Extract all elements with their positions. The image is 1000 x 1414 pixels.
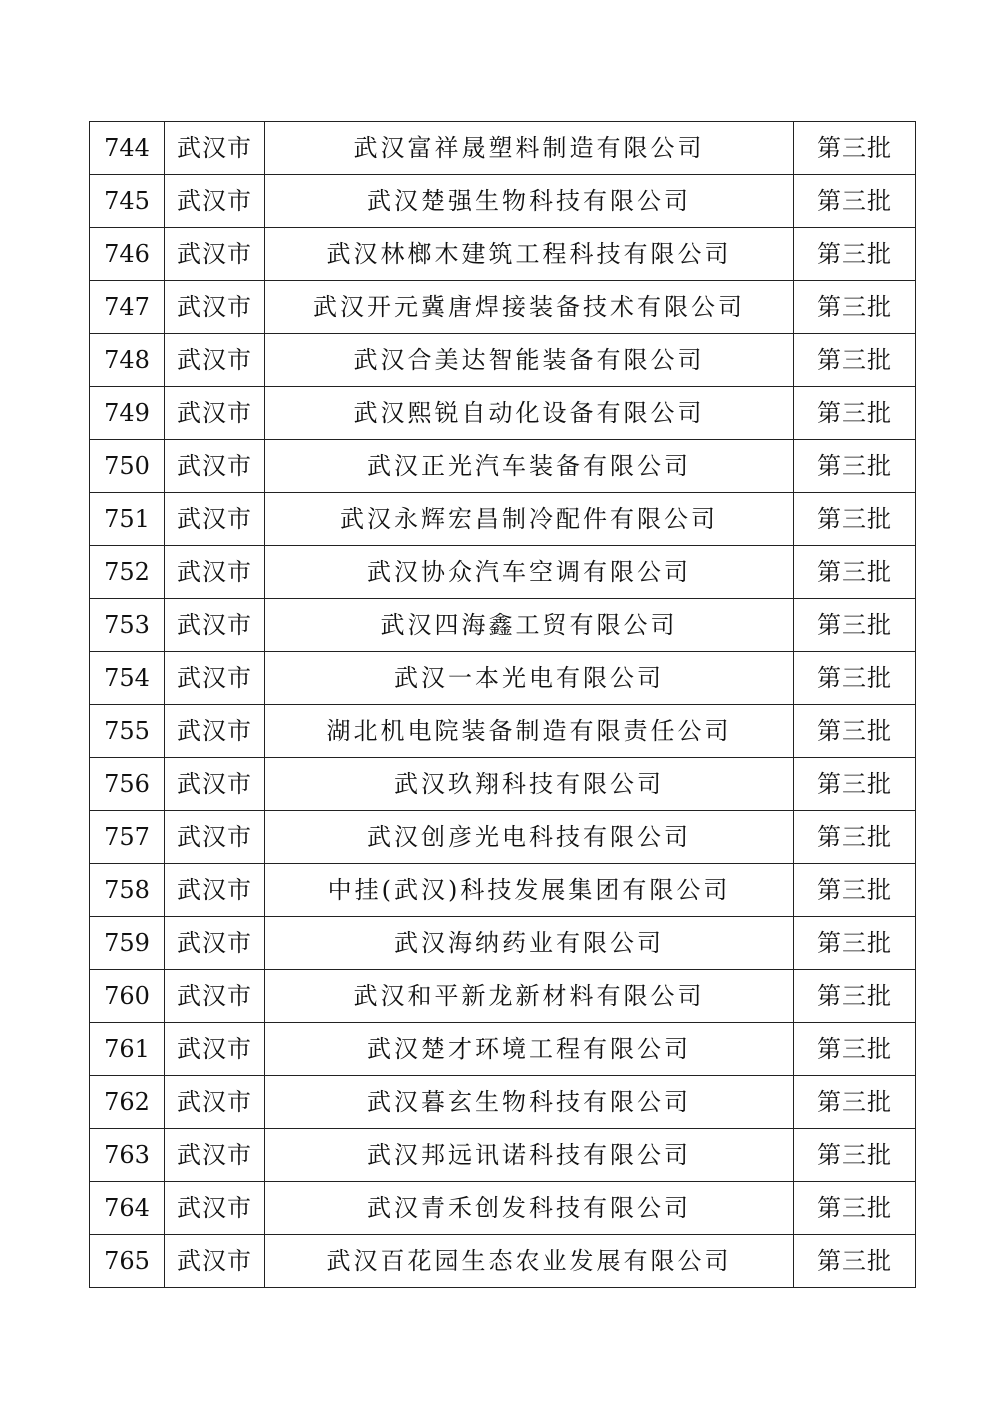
row-city: 武汉市 bbox=[165, 970, 265, 1023]
row-number: 759 bbox=[90, 917, 165, 970]
row-batch: 第三批 bbox=[794, 758, 916, 811]
row-city: 武汉市 bbox=[165, 758, 265, 811]
table-row bbox=[90, 334, 916, 387]
row-batch: 第三批 bbox=[794, 493, 916, 546]
row-number: 747 bbox=[90, 281, 165, 334]
row-company-name: 武汉暮玄生物科技有限公司 bbox=[265, 1076, 794, 1129]
table-row bbox=[90, 970, 916, 1023]
row-batch: 第三批 bbox=[794, 1023, 916, 1076]
row-city: 武汉市 bbox=[165, 652, 265, 705]
row-city: 武汉市 bbox=[165, 599, 265, 652]
row-city: 武汉市 bbox=[165, 1235, 265, 1288]
row-number: 765 bbox=[90, 1235, 165, 1288]
row-company-name: 武汉合美达智能装备有限公司 bbox=[265, 334, 794, 387]
row-batch: 第三批 bbox=[794, 970, 916, 1023]
row-number: 763 bbox=[90, 1129, 165, 1182]
row-number: 749 bbox=[90, 387, 165, 440]
table-row bbox=[90, 1235, 916, 1288]
row-city: 武汉市 bbox=[165, 387, 265, 440]
table-row bbox=[90, 175, 916, 228]
row-batch: 第三批 bbox=[794, 228, 916, 281]
table-row bbox=[90, 122, 916, 175]
row-company-name: 武汉林榔木建筑工程科技有限公司 bbox=[265, 228, 794, 281]
row-batch: 第三批 bbox=[794, 546, 916, 599]
row-company-name: 武汉开元冀唐焊接装备技术有限公司 bbox=[265, 281, 794, 334]
row-number: 746 bbox=[90, 228, 165, 281]
row-company-name: 武汉玖翔科技有限公司 bbox=[265, 758, 794, 811]
row-city: 武汉市 bbox=[165, 175, 265, 228]
table-row bbox=[90, 705, 916, 758]
row-number: 750 bbox=[90, 440, 165, 493]
row-batch: 第三批 bbox=[794, 440, 916, 493]
row-batch: 第三批 bbox=[794, 1129, 916, 1182]
row-company-name: 武汉四海鑫工贸有限公司 bbox=[265, 599, 794, 652]
row-company-name: 武汉永辉宏昌制冷配件有限公司 bbox=[265, 493, 794, 546]
row-company-name: 武汉协众汽车空调有限公司 bbox=[265, 546, 794, 599]
row-number: 757 bbox=[90, 811, 165, 864]
row-batch: 第三批 bbox=[794, 175, 916, 228]
table-row bbox=[90, 1023, 916, 1076]
row-batch: 第三批 bbox=[794, 122, 916, 175]
row-city: 武汉市 bbox=[165, 334, 265, 387]
table-row bbox=[90, 811, 916, 864]
row-company-name: 湖北机电院装备制造有限责任公司 bbox=[265, 705, 794, 758]
row-company-name: 武汉邦远讯诺科技有限公司 bbox=[265, 1129, 794, 1182]
row-company-name: 武汉百花园生态农业发展有限公司 bbox=[265, 1235, 794, 1288]
row-number: 764 bbox=[90, 1182, 165, 1235]
table-row bbox=[90, 281, 916, 334]
row-company-name: 武汉青禾创发科技有限公司 bbox=[265, 1182, 794, 1235]
row-company-name: 武汉正光汽车装备有限公司 bbox=[265, 440, 794, 493]
row-number: 751 bbox=[90, 493, 165, 546]
row-city: 武汉市 bbox=[165, 705, 265, 758]
table-row bbox=[90, 599, 916, 652]
table-row bbox=[90, 387, 916, 440]
row-company-name: 武汉富祥晟塑料制造有限公司 bbox=[265, 122, 794, 175]
row-city: 武汉市 bbox=[165, 440, 265, 493]
row-batch: 第三批 bbox=[794, 1076, 916, 1129]
row-city: 武汉市 bbox=[165, 228, 265, 281]
table-row bbox=[90, 1076, 916, 1129]
row-number: 745 bbox=[90, 175, 165, 228]
row-batch: 第三批 bbox=[794, 1235, 916, 1288]
row-city: 武汉市 bbox=[165, 1076, 265, 1129]
table-row bbox=[90, 917, 916, 970]
row-company-name: 武汉楚才环境工程有限公司 bbox=[265, 1023, 794, 1076]
row-batch: 第三批 bbox=[794, 387, 916, 440]
table-row bbox=[90, 493, 916, 546]
row-number: 761 bbox=[90, 1023, 165, 1076]
row-batch: 第三批 bbox=[794, 281, 916, 334]
row-city: 武汉市 bbox=[165, 281, 265, 334]
row-number: 744 bbox=[90, 122, 165, 175]
row-number: 762 bbox=[90, 1076, 165, 1129]
row-city: 武汉市 bbox=[165, 1129, 265, 1182]
row-number: 752 bbox=[90, 546, 165, 599]
row-batch: 第三批 bbox=[794, 652, 916, 705]
table-row bbox=[90, 758, 916, 811]
row-batch: 第三批 bbox=[794, 864, 916, 917]
row-batch: 第三批 bbox=[794, 705, 916, 758]
row-city: 武汉市 bbox=[165, 122, 265, 175]
row-city: 武汉市 bbox=[165, 493, 265, 546]
table-row bbox=[90, 652, 916, 705]
row-company-name: 中挂(武汉)科技发展集团有限公司 bbox=[265, 864, 794, 917]
row-city: 武汉市 bbox=[165, 546, 265, 599]
table-row bbox=[90, 1129, 916, 1182]
table-row bbox=[90, 864, 916, 917]
row-number: 754 bbox=[90, 652, 165, 705]
row-city: 武汉市 bbox=[165, 864, 265, 917]
row-number: 760 bbox=[90, 970, 165, 1023]
row-company-name: 武汉熙锐自动化设备有限公司 bbox=[265, 387, 794, 440]
row-batch: 第三批 bbox=[794, 811, 916, 864]
table-body bbox=[90, 122, 916, 1288]
row-number: 756 bbox=[90, 758, 165, 811]
row-number: 755 bbox=[90, 705, 165, 758]
row-company-name: 武汉一本光电有限公司 bbox=[265, 652, 794, 705]
table-row bbox=[90, 1182, 916, 1235]
row-number: 748 bbox=[90, 334, 165, 387]
row-company-name: 武汉和平新龙新材料有限公司 bbox=[265, 970, 794, 1023]
table-row bbox=[90, 440, 916, 493]
row-batch: 第三批 bbox=[794, 1182, 916, 1235]
row-city: 武汉市 bbox=[165, 1023, 265, 1076]
row-company-name: 武汉创彦光电科技有限公司 bbox=[265, 811, 794, 864]
row-number: 758 bbox=[90, 864, 165, 917]
row-batch: 第三批 bbox=[794, 334, 916, 387]
row-city: 武汉市 bbox=[165, 917, 265, 970]
table-row bbox=[90, 546, 916, 599]
company-list-table bbox=[89, 121, 916, 1288]
row-company-name: 武汉楚强生物科技有限公司 bbox=[265, 175, 794, 228]
row-company-name: 武汉海纳药业有限公司 bbox=[265, 917, 794, 970]
row-city: 武汉市 bbox=[165, 1182, 265, 1235]
row-number: 753 bbox=[90, 599, 165, 652]
row-batch: 第三批 bbox=[794, 917, 916, 970]
row-city: 武汉市 bbox=[165, 811, 265, 864]
row-batch: 第三批 bbox=[794, 599, 916, 652]
table-row bbox=[90, 228, 916, 281]
